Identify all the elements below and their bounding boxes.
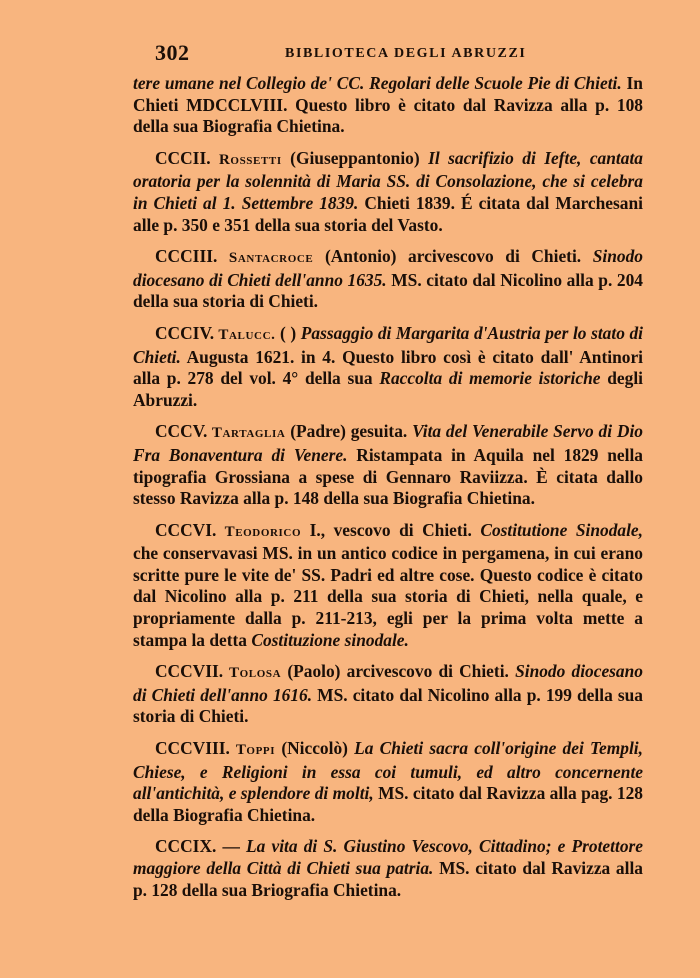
entry-text: (Niccolò) bbox=[275, 738, 355, 759]
entry-cccii bbox=[133, 148, 643, 236]
entry-text: Ristampata in Aquila nel 1829 nella tipografia Grossiana a spese di Gennaro Raviizza. È citata dallo stesso Ravizza alla p. 148 della sua Biografia Chietina. bbox=[133, 444, 643, 509]
author-name: Toppi bbox=[229, 742, 276, 759]
entry-cccvii bbox=[133, 661, 643, 728]
entry-number: CCCVI. bbox=[155, 519, 217, 540]
running-title: BIBLIOTECA DEGLI ABRUZZI bbox=[285, 46, 527, 61]
entry-text: Augusta 1621. in 4. Questo libro così è citato dall' Antinori alla p. 278 del vol. 4° della sua bbox=[133, 346, 643, 389]
work-title: Costituzione sinodale. bbox=[251, 629, 409, 650]
entry-cccix bbox=[133, 836, 643, 901]
author-name: Tolosa bbox=[223, 665, 282, 682]
entry-ccciii bbox=[133, 246, 643, 313]
entry-number: CCCVII. bbox=[155, 661, 224, 682]
work-title: Sinodo diocesano di Chieti dell'anno 1635. bbox=[133, 246, 643, 290]
entry-cccvi bbox=[133, 520, 643, 652]
work-title: Sinodo diocesano di Chieti dell'anno 1616. bbox=[133, 661, 643, 705]
page-number: 302 bbox=[155, 40, 190, 65]
entry-number: CCCII. bbox=[155, 147, 211, 168]
work-title: Passaggio di Margarita d'Austria per lo stato di Chieti. bbox=[133, 322, 643, 367]
work-title: Raccolta di memorie istoriche bbox=[379, 368, 601, 389]
entry-text: (Antonio) arcivescovo di Chieti. bbox=[313, 246, 593, 267]
entry-number: CCCV. bbox=[155, 421, 208, 442]
entry-text: (Giuseppantonio) bbox=[281, 147, 429, 168]
entry-number: CCCVIII. bbox=[155, 738, 230, 759]
entry-cccv bbox=[133, 421, 643, 509]
entry-number: CCCIV. bbox=[155, 322, 215, 343]
work-title: Costitutione Sinodale, bbox=[480, 519, 643, 540]
entry-continuation bbox=[133, 73, 643, 138]
work-title: Vita del Venerabile Servo di Dio Fra Bonaventura di Venere. bbox=[133, 421, 643, 465]
entry-text: MS. citato dal Ravizza alla pag. 128 della Biografia Chietina. bbox=[133, 783, 643, 825]
entry-ccciv bbox=[133, 323, 643, 411]
author-name: Santacroce bbox=[217, 250, 314, 267]
entry-text: ( ) bbox=[275, 322, 301, 343]
entry-number: CCCIX. — bbox=[155, 836, 247, 857]
page-header bbox=[155, 40, 675, 70]
work-title: tere umane nel Collegio de' CC. Regolari delle Scuole Pie di Chieti. bbox=[133, 73, 622, 93]
entry-text: Chieti 1839. É citata dal Marchesani alle p. 350 e 351 della sua storia del Vasto. bbox=[133, 192, 643, 235]
entry-text: degli Abruzzi. bbox=[133, 368, 643, 410]
entry-text: (Padre) gesuita. bbox=[285, 421, 413, 442]
author-name: Tartaglia bbox=[207, 425, 286, 442]
entry-text: MS. citato dal Ravizza alla p. 128 della sua Briografia Chietina. bbox=[133, 858, 643, 900]
entry-text: MS. citato dal Nicolino alla p. 204 della sua storia di Chieti. bbox=[133, 269, 643, 312]
entry-text: (Paolo) arcivescovo di Chieti. bbox=[281, 661, 516, 682]
author-name: Rossetti bbox=[210, 151, 282, 168]
bibliography-text bbox=[133, 73, 643, 901]
work-title: La vita di S. Giustino Vescovo, Cittadino; e Protettore maggiore della Città di Chieti sua patria. bbox=[133, 836, 643, 878]
author-name: Talucc. bbox=[214, 326, 276, 343]
entry-text: che conservavasi MS. in un antico codice in pergamena, in cui erano scritte pure le vite de' SS. Padri ed altre cose. Questo codice è citato dal Nicolino alla p. 211 della sua storia di Chieti, nella quale, e propriamente dalla p. 211-213, egli per la prima volta mette a stampa la detta bbox=[133, 543, 643, 650]
entry-text: I., vescovo di Chieti. bbox=[301, 519, 481, 540]
work-title: Il sacrifizio di Iefte, cantata oratoria per la solennità di Maria SS. di Consolazione, che si celebra in Chieti al 1. Settembre 1839. bbox=[133, 147, 643, 213]
entry-text: In Chieti MDCCLVIII. Questo libro è citato dal Ravizza alla p. 108 della sua Biografia Chietina. bbox=[133, 73, 643, 137]
work-title: La Chieti sacra coll'origine dei Templi, Chiese, e Religioni in essa coi tumuli, ed altro concernente all'antichità, e splendore di molti, bbox=[133, 738, 643, 804]
entry-cccviii bbox=[133, 738, 643, 826]
author-name: Teodorico bbox=[216, 523, 302, 540]
entry-number: CCCIII. bbox=[155, 246, 218, 267]
entry-text: MS. citato dal Nicolino alla p. 199 della sua storia di Chieti. bbox=[133, 684, 643, 727]
